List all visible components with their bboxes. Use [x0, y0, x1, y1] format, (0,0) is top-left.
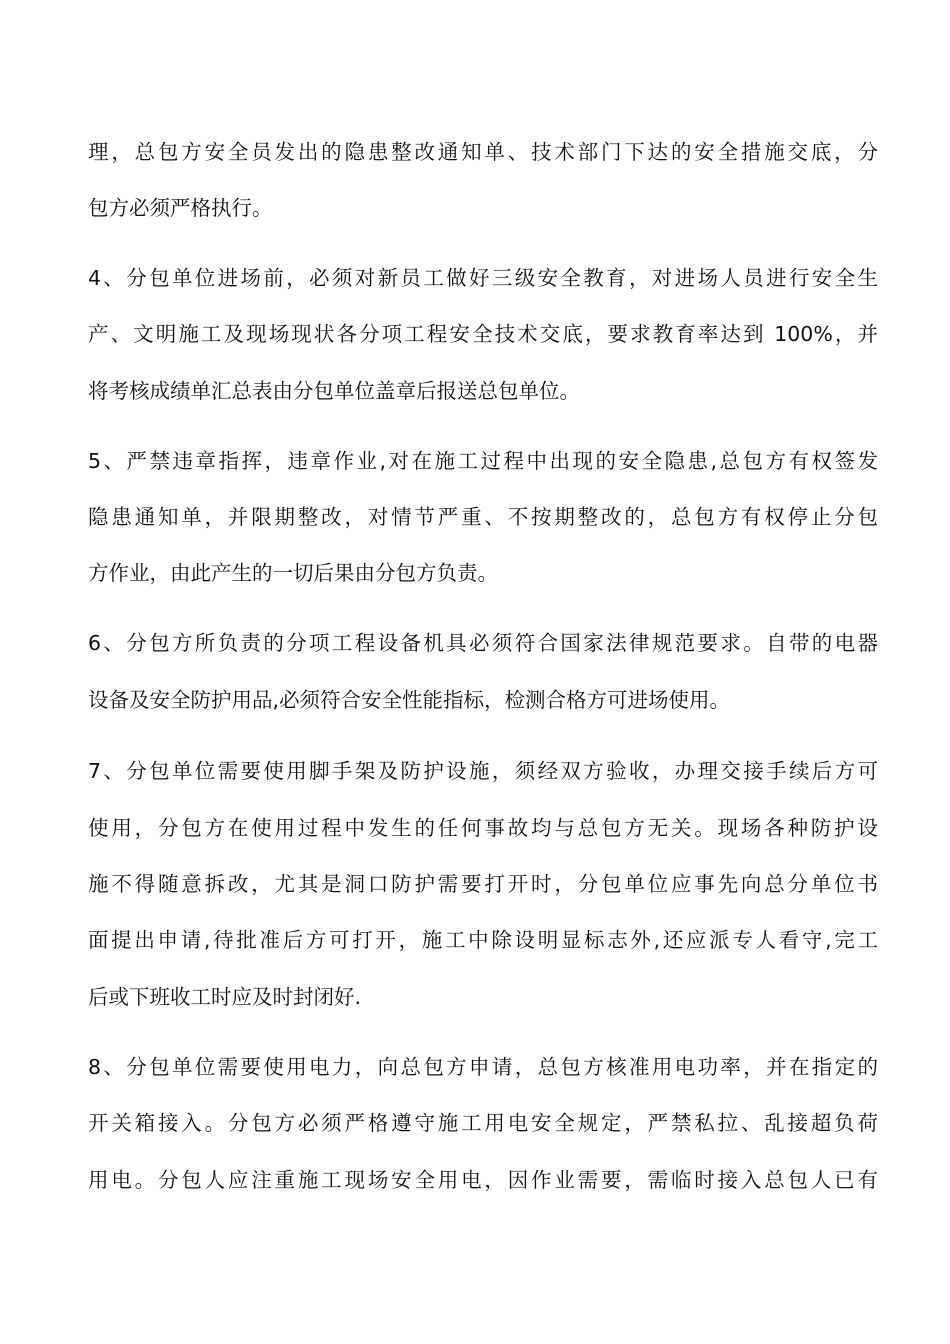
text-line: 8、分包单位需要使用电力，向总包方申请，总包方核准用电功率，并在指定的	[88, 1055, 878, 1079]
text-line: 用电。分包人应注重施工现场安全用电，因作业需要，需临时接入总包人已有	[88, 1168, 878, 1192]
text-line: 设备及安全防护用品,必须符合安全性能指标，检测合格方可进场使用。	[88, 688, 731, 712]
text-line: 4、分包单位进场前，必须对新员工做好三级安全教育，对进场人员进行安全生	[88, 266, 878, 290]
text-line: 7、分包单位需要使用脚手架及防护设施，须经双方验收，办理交接手续后方可	[88, 759, 878, 783]
text-line: 面提出申请,待批准后方可打开，施工中除设明显标志外,还应派专人看守,完工	[88, 928, 878, 952]
text-line: 5、严禁违章指挥，违章作业,对在施工过程中出现的安全隐患,总包方有权签发	[88, 449, 878, 473]
text-line: 方作业，由此产生的一切后果由分包方负责。	[88, 561, 498, 585]
text-line: 理，总包方安全员发出的隐患整改通知单、技术部门下达的安全措施交底，分	[88, 140, 878, 164]
text-line: 施不得随意拆改，尤其是洞口防护需要打开时，分包单位应事先向总分单位书	[88, 872, 878, 896]
text-line: 产、文明施工及现场现状各分项工程安全技术交底，要求教育率达到 100%，并	[88, 322, 878, 346]
text-line: 6、分包方所负责的分项工程设备机具必须符合国家法律规范要求。自带的电器	[88, 631, 878, 655]
text-line: 使用，分包方在使用过程中发生的任何事故均与总包方无关。现场各种防护设	[88, 816, 878, 840]
text-line: 将考核成绩单汇总表由分包单位盖章后报送总包单位。	[88, 379, 580, 403]
text-line: 隐患通知单，并限期整改，对情节严重、不按期整改的，总包方有权停止分包	[88, 505, 878, 529]
text-line: 后或下班收工时应及时封闭好.	[88, 985, 362, 1009]
text-line: 包方必须严格执行。	[88, 196, 273, 220]
text-line: 开关箱接入。分包方必须严格遵守施工用电安全规定，严禁私拉、乱接超负荷	[88, 1111, 878, 1135]
